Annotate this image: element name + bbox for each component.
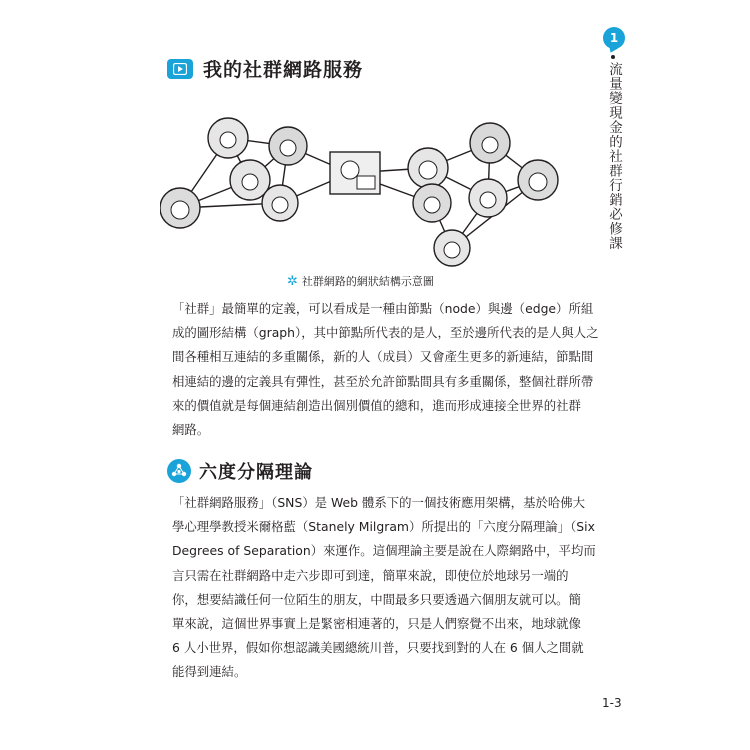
text-line: 相連結的邊的定義具有彈性，甚至於允許節點間具有多重關係，整個社群所帶 [172, 373, 594, 389]
page-number: 1-3 [602, 696, 622, 710]
section-title: 我的社群網路服務 [203, 59, 364, 81]
text-line: 網路。 [172, 422, 210, 438]
chapter-number-badge [603, 27, 625, 49]
text-line: 你，想要結識任何一位陌生的朋友，中間最多只要透過六個朋友就可以。簡 [172, 591, 581, 607]
section-heading-sns [167, 55, 363, 82]
chapter-title: 流量變現金的社群行銷必修課 [606, 62, 622, 251]
paragraph-six-degrees [172, 491, 596, 685]
text-line: 「社群網路服務」（SNS）是 Web 體系下的一個技術應用架構，基於哈佛大 [172, 495, 586, 510]
section-title: 六度分隔理論 [199, 462, 313, 483]
gear-icon: ✲ [287, 273, 298, 289]
chapter-number: 1 [609, 31, 619, 45]
diagram-caption [287, 273, 434, 289]
section-heading-six-degrees [167, 458, 313, 484]
social-network-diagram [160, 108, 560, 268]
text-line: 能得到連結。 [172, 664, 247, 680]
text-line: 間各種相互連結的多重關係，新的人（成員）又會產生更多的新連結，節點間 [172, 349, 594, 365]
network-circle-icon [167, 459, 191, 483]
text-line: 言只需在社群網路中走六步即可到達，簡單來說，即使位於地球另一端的 [172, 567, 569, 583]
text-line: Degrees of Separation）來運作。這個理論主要是說在人際網路中，平均而 [172, 543, 596, 559]
chapter-bullet [611, 55, 615, 59]
text-line: 學心理學教授米爾格藍（Stanely Milgram）所提出的「六度分隔理論」（Six [172, 519, 595, 535]
text-line: 成的圖形結構（graph），其中節點所代表的是人，至於邊所代表的是人與人之 [172, 325, 599, 341]
video-play-icon [167, 59, 193, 79]
text-line: 來的價值就是每個連結創造出個別價值的總和，進而形成連接全世界的社群 [172, 397, 581, 413]
text-line: 單來說，這個世界事實上是緊密相連著的，只是人們察覺不出來，地球就像 [172, 616, 581, 632]
caption-text: 社群網路的網狀結構示意圖 [301, 275, 434, 288]
text-line: 6 人小世界，假如你想認識美國總統川普，只要找到對的人在 6 個人之間就 [172, 640, 584, 656]
paragraph-community-definition [172, 297, 599, 442]
text-line: 「社群」最簡單的定義，可以看成是一種由節點（node）與邊（edge）所組 [172, 301, 594, 316]
